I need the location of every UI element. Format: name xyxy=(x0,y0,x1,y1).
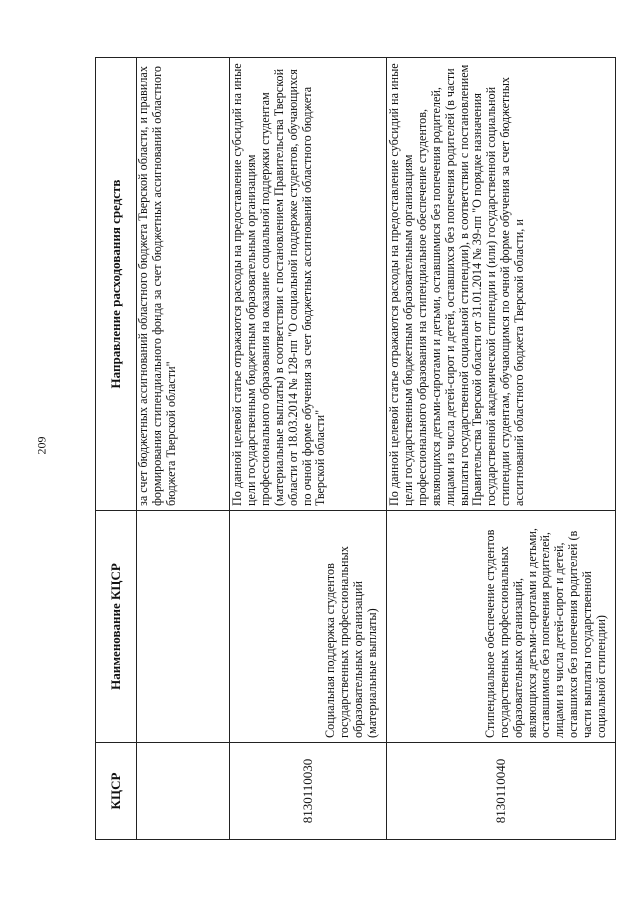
cell-name: Социальная поддержка студентов государственных профессиональных образовательных организаций (материальные выплаты) xyxy=(230,511,387,743)
table-row-continuation xyxy=(137,58,230,840)
header-kcsr: КЦСР xyxy=(96,743,137,840)
budget-classification-table xyxy=(95,57,616,840)
cell-direction: По данной целевой статье отражаются расходы на предоставление субсидий на иные цели государственным бюджетным образовательным организациям профессионального образования на оказание социальной поддержки студентам (материальные выплаты) в соответствии с постановлением Правительства Тверской области от 18.03.2014 № 128-пп "О социальной поддержке студентов, обучающихся по очной форме обучения за счет бюджетных ассигнований областного бюджета Тверской области" xyxy=(230,58,387,511)
page-number: 209 xyxy=(34,436,49,455)
rotated-table-wrapper xyxy=(95,58,609,840)
cell-kcsr: 8130110030 xyxy=(230,743,387,840)
cell-name xyxy=(137,511,230,743)
cell-name: Стипендиальное обеспечение студентов государственных профессиональных образовательных организаций, являющихся детьми-сиротами и детьми, оставшимися без попечения родителей, лицами из числа детей-сирот и детей, оставшихся без попечения родителей (в части выплаты государственной социальной стипендии) xyxy=(387,511,616,743)
header-name: Наименование КЦСР xyxy=(96,511,137,743)
cell-direction: за счет бюджетных ассигнований областного бюджета Тверской области, и правилах формирования стипендиального фонда за счет бюджетных ассигнований областного бюджета Тверской области" xyxy=(137,58,230,511)
table-row xyxy=(230,58,387,840)
table-row xyxy=(387,58,616,840)
cell-direction: По данной целевой статье отражаются расходы на предоставление субсидий на иные цели государственным бюджетным образовательным организациям профессионального образования на стипендиальное обеспечение студентов, являющихся детьми-сиротами и детьми, оставшимися без попечения родителей, лицами из числа детей-сирот и детей, оставшихся без попечения родителей (в части выплаты государственной социальной стипендии), в соответствии с постановлением Правительства Тверской области от 31.01.2014 № 39-пп "О порядке назначения государственной академической стипендии и (или) государственной социальной стипендии студентам, обучающимся по очной форме обучения за счет бюджетных ассигнований областного бюджета Тверской области, и xyxy=(387,58,616,511)
cell-kcsr xyxy=(137,743,230,840)
table-header-row xyxy=(96,58,137,840)
header-direction: Направление расходования средств xyxy=(96,58,137,511)
cell-kcsr: 8130110040 xyxy=(387,743,616,840)
